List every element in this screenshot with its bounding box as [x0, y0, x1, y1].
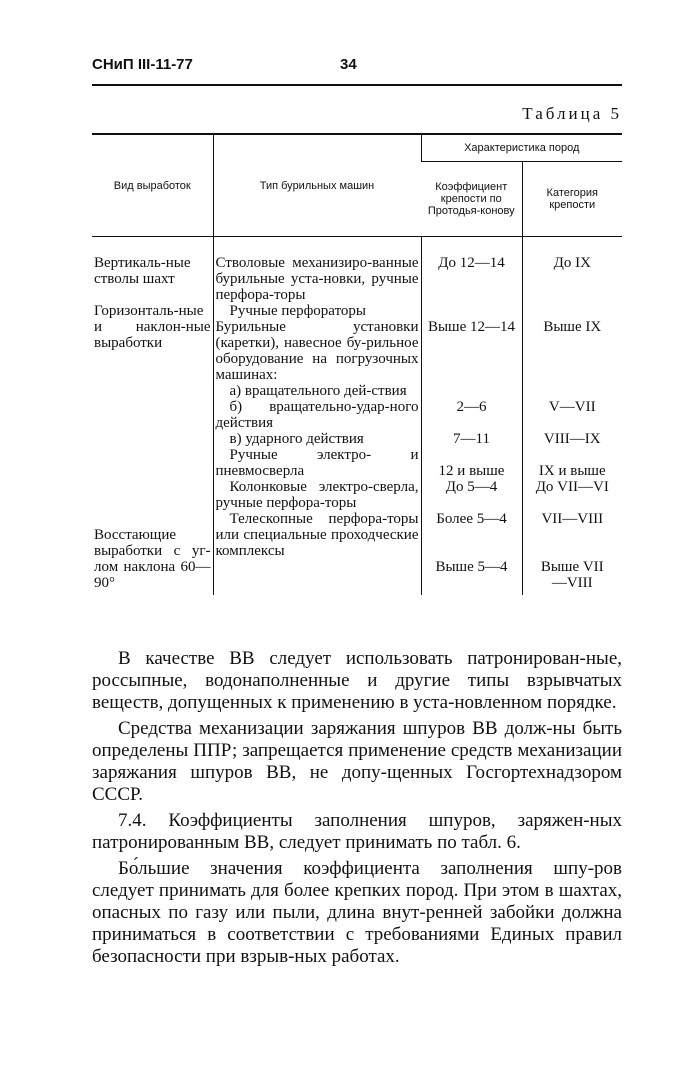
- drill-entry: Ручные электро- и пневмосверла: [215, 447, 419, 479]
- page-number: 34: [340, 56, 357, 73]
- paragraph: 7.4. Коэффициенты заполнения шпуров, заряжен-ных патронированным ВВ, следует принимать по табл. 6.: [92, 810, 622, 853]
- coef-value: Выше 12—14: [427, 319, 516, 335]
- coef-value: 12 и выше: [438, 463, 505, 479]
- cat-value: До IX: [553, 255, 591, 271]
- coef-value: До 12—14: [438, 255, 505, 271]
- page-header: [92, 56, 622, 86]
- working-vertical: Вертикаль-ные стволы шахт: [94, 255, 191, 287]
- paragraph: Средства механизации заряжания шпуров ВВ долж-ны быть определены ППР; запрещается применение средств механизации заряжания шпуров ВВ, не допу-щенных Госгортехнадзором СССР.: [92, 718, 622, 805]
- cat-value: Выше VII—VIII: [540, 559, 604, 591]
- drill-entry: Колонковые электро-сверла, ручные перфора-торы: [215, 479, 419, 511]
- cat-value: IX и выше: [538, 463, 606, 479]
- cat-value: VIII—IX: [543, 431, 601, 447]
- paragraph: В качестве ВВ следует использовать патронирован-ные, россыпные, водонаполненные и другие типы взрывчатых веществ, допущенных к применению в уста-новленном порядке.: [92, 648, 622, 713]
- rock-drill-table: [92, 133, 622, 595]
- coef-value: 2—6: [456, 399, 487, 415]
- working-horizontal: Горизонталь-ные и наклон-ные выработки: [94, 303, 211, 351]
- coef-value: До 5—4: [445, 479, 498, 495]
- drill-entry: а) вращательного дей-ствия: [229, 383, 407, 399]
- coef-value: Выше 5—4: [435, 559, 508, 575]
- table-caption: Таблица 5: [522, 104, 622, 123]
- drill-entry: б) вращательно-удар-ного действия: [215, 399, 419, 431]
- drill-entry: Стволовые механизиро-ванные бурильные уста-новки, ручные перфора-торы: [215, 255, 419, 303]
- drill-entry: в) ударного действия: [229, 431, 364, 447]
- coefficient-cell: [421, 237, 522, 596]
- header-type-of-working: Вид выработок: [113, 179, 191, 192]
- header-strength-category: Категория крепости: [522, 162, 622, 237]
- cat-value: До VII—VI: [535, 479, 609, 495]
- drill-entry: Бурильные установки (каретки), навесное бу-рильное оборудование на погрузочных машинах:: [215, 319, 419, 383]
- document-code: СНиП III-11-77: [92, 56, 193, 73]
- table-row: [92, 237, 622, 596]
- category-cell: [522, 237, 622, 596]
- working-raise: Восстающие выработки с уг-лом наклона 60—90°: [94, 527, 211, 591]
- header-drill-type: Тип бурильных машин: [213, 134, 421, 237]
- coef-value: 7—11: [453, 431, 490, 447]
- cat-value: V—VII: [548, 399, 596, 415]
- header-rock-characteristics: Характеристика пород: [421, 134, 622, 162]
- working-type-cell: [92, 237, 213, 596]
- coef-value: Более 5—4: [436, 511, 507, 527]
- body-text: [92, 648, 622, 972]
- paragraph: Бо́льшие значения коэффициента заполнения шпу-ров следует принимать для более крепких пород. При этом в шахтах, опасных по газу или пыли, длина внут-ренней забойки должна приниматься в соответствии с требованиями Единых правил безопасности при взрыв-ных работах.: [92, 858, 622, 967]
- drill-type-cell: [213, 237, 421, 596]
- cat-value: VII—VIII: [541, 511, 604, 527]
- cat-value: Выше IX: [543, 319, 602, 335]
- drill-entry: Телескопные перфора-торы или специальные проходческие комплексы: [215, 511, 419, 559]
- drill-entry: Ручные перфораторы: [229, 303, 367, 319]
- header-strength-coefficient: Коэффициент крепости по Протодья-конову: [427, 181, 515, 217]
